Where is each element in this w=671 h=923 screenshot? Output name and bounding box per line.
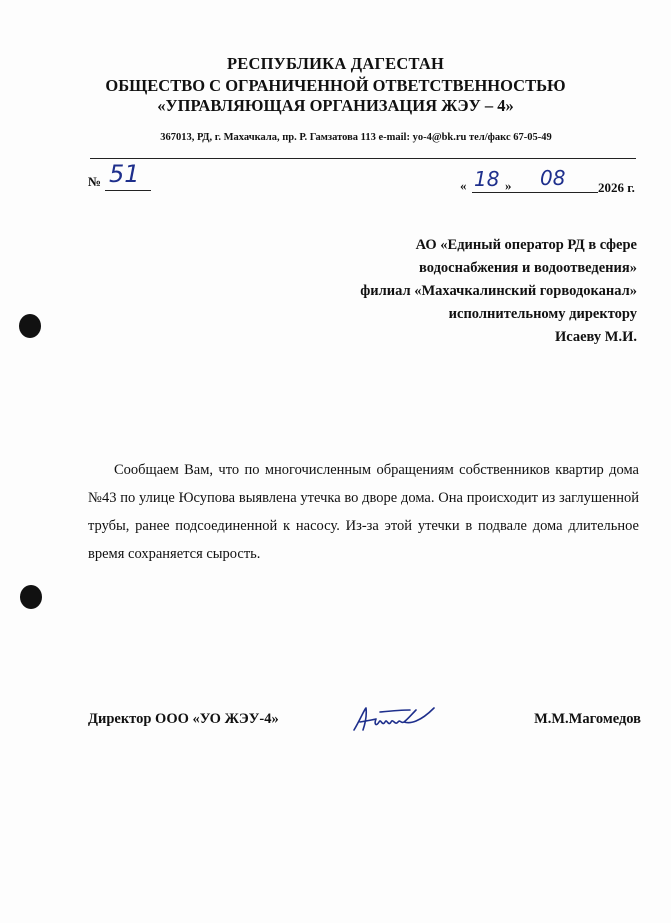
header-divider	[90, 158, 636, 159]
addressee-block	[360, 234, 637, 349]
date-close-quote: »	[505, 178, 512, 193]
signatory-title: Директор ООО «УО ЖЭУ-4»	[88, 711, 279, 727]
letter-body: Сообщаем Вам, что по многочисленным обращениям собственников квартир дома №43 по улице Юсупова выявлена утечка во дворе дома. Она происходит из заглушенной трубы, ранее подсоединенной к насосу. Из-за этой утечки в подвале дома длительное время сохраняется сырость.	[88, 462, 639, 562]
day-underline	[472, 192, 512, 193]
number-label: №	[88, 174, 102, 189]
punch-hole	[20, 585, 42, 609]
addressee-line: АО «Единый оператор РД в сфере	[415, 237, 637, 253]
date-open-quote: «	[460, 178, 467, 193]
number-underline	[105, 190, 151, 191]
date-year: 2026 г.	[598, 180, 635, 195]
punch-hole	[19, 314, 41, 338]
addressee-line: водоснабжения и водоотведения»	[419, 260, 637, 276]
handwritten-signature	[350, 700, 450, 736]
handwritten-number: 51	[109, 160, 140, 188]
addressee-line: исполнительному директору	[448, 306, 637, 322]
addressee-line: Исаеву М.И.	[554, 329, 637, 345]
company-name-heading: «УПРАВЛЯЮЩАЯ ОРГАНИЗАЦИЯ ЖЭУ – 4»	[157, 96, 514, 115]
company-type-heading: ОБЩЕСТВО С ОГРАНИЧЕННОЙ ОТВЕТСТВЕННОСТЬЮ	[105, 76, 566, 95]
month-underline	[512, 192, 598, 193]
signatory-name: М.М.Магомедов	[534, 711, 641, 727]
addressee-line: филиал «Махачкалинский горводоканал»	[360, 283, 637, 299]
company-address: 367013, РД, г. Махачкала, пр. Р. Гамзатова 113 e-mail: yo-4@bk.ru тел/факс 67-05-49	[160, 132, 552, 143]
handwritten-month: 08	[540, 166, 566, 190]
republic-heading: РЕСПУБЛИКА ДАГЕСТАН	[227, 54, 444, 73]
handwritten-day: 18	[474, 167, 500, 191]
